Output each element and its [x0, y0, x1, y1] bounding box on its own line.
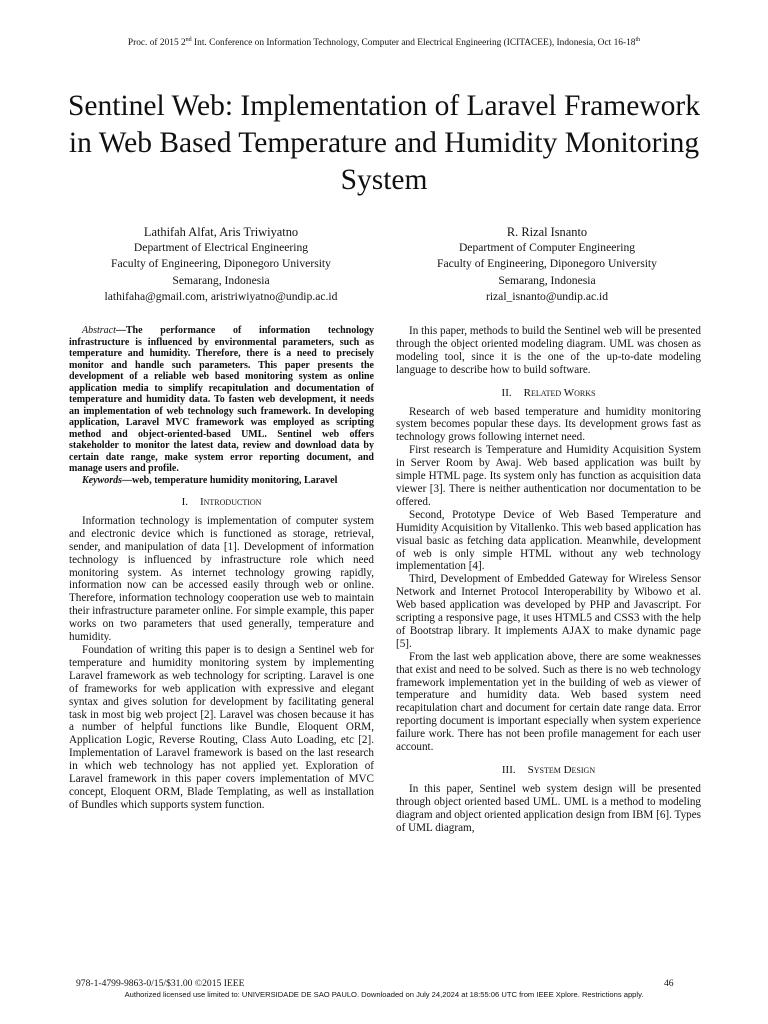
paragraph: Foundation of writing this paper is to design a Sentinel web for temperature and humidity monitoring system by implementing Laravel framework as web technology for scripting. Laravel is one of frameworks for web application with expressive and elegant syntax and gives solution for development by facilitating general task in most big web project [2]. Laravel was chosen because it has a number of helpful functions like Bundle, Eloquent ORM, Application Logic, Reverse Routing, Class Auto Loading, etc [2]. Implementation of Laravel framework is based on the last research in which web technology has not applied yet. Exploration of Laravel framework in this paper covers implementation of MVC concept, Eloquent ORM, Blade Templating, as well as installation of Bundles which supports system function. [69, 643, 374, 811]
author-email: rizal_isnanto@undip.ac.id [485, 289, 609, 303]
paper-title: Sentinel Web: Implementation of Laravel Framework in Web Based Temperature and Humidity Monitoring System [68, 90, 700, 196]
paragraph: Third, Development of Embedded Gateway for Wireless Sensor Network and Internet Protocol Interoperability by Wibowo et al. Web based application was developed by PHP and Javascript. For scripting a responsive page, it uses HTML5 and CSS3 with the help of Bootstrap library. It implements AJAX to make dynamic page [5]. [396, 573, 701, 650]
paragraph: First research is Temperature and Humidity Acquisition System in Server Room by Awaj. Web based application was built by simple HTML page. Its system only has function as acquisition data viewer [3]. There is neither authentication nor documentation to be offered. [396, 444, 701, 508]
license-notice: Authorized licensed use limited to: UNIVERSIDADE DE SAO PAULO. Downloaded on July 24,2024 at 18:55:06 UTC from IEEE Xplore. Restrictions apply. [124, 990, 644, 999]
left-column [69, 325, 374, 812]
paragraph: Second, Prototype Device of Web Based Temperature and Humidity Acquisition by Vitallenko. This web based application has visual basic as fetching data application. Meanwhile, development of web is only simple HTML without any web technology implementation [4]. [396, 508, 701, 573]
author-city: Semarang, Indonesia [172, 273, 270, 287]
author-block-1 [60, 224, 382, 305]
paragraph: Research of web based temperature and humidity monitoring system becomes popular these days. Its development grows fast as technology grows following internet need. [396, 405, 701, 444]
section-heading-system-design: III. System Design [501, 764, 596, 776]
paragraph: In this paper, Sentinel web system design will be presented through object oriented based UML. UML is a method to modeling diagram and object oriented application design from IBM [6]. Types of UML diagram, [396, 782, 701, 834]
paragraph: In this paper, methods to build the Sentinel web will be presented through the object oriented modeling diagram. UML was chosen as modeling tool, since it is the one of the up-to-date modeling language to describe how to build software. [396, 325, 701, 376]
author-names: R. Rizal Isnanto [506, 225, 588, 239]
conference-header: Proc. of 2015 2nd Int. Conference on Information Technology, Computer and Electrical Engineering (ICITACEE), Indonesia, Oct 16-18th [127, 37, 641, 49]
page-number: 46 [664, 978, 674, 989]
paragraph: From the last web application above, there are some weaknesses that exist and need to be solved. Such as there is no web technology framework implementation yet in the building of web as viewer of temperature and humidity data. Web based system need recapitulation chart and document for certain date range data. Error reporting document is important especially when system experience failure work. There has not been profile management for each user account. [396, 650, 701, 754]
author-block-2 [386, 224, 708, 305]
author-department: Department of Computer Engineering [458, 241, 636, 255]
author-section [60, 224, 708, 308]
section-heading-related-works: II. Related Works [501, 386, 596, 399]
author-faculty: Faculty of Engineering, Diponegoro University [111, 257, 331, 271]
author-department: Department of Electrical Engineering [133, 241, 309, 255]
keywords: Keywords—web, temperature humidity monitoring, Laravel [82, 474, 338, 486]
author-names: Lathifah Alfat, Aris Triwiyatno [143, 225, 299, 239]
footer-isbn: 978-1-4799-9863-0/15/$31.00 ©2015 IEEE [76, 978, 245, 989]
author-city: Semarang, Indonesia [498, 273, 596, 287]
author-email: lathifaha@gmail.com, aristriwiyatno@undip.ac.id [104, 289, 338, 303]
right-column [396, 325, 701, 835]
author-faculty: Faculty of Engineering, Diponegoro University [437, 257, 657, 271]
paragraph: Information technology is implementation of computer system and electronic device which is functioned as storage, retrieval, sender, and manipulation of data [1]. Development of information technology is influenced by infrastructure role which need monitoring system. As internet technology growing rapidly, information now can be accessed easily through web or online. Therefore, information technology cooperation use web to maintain their infrastructure parameter online. For simple example, this paper works on two parameters that used generally, temperature and humidity. [69, 514, 374, 644]
section-heading-introduction: I. Introduction [181, 496, 262, 508]
abstract: Abstract—The performance of information technology infrastructure is influenced by environmental parameters, such as temperature and humidity. Therefore, there is a need to precisely monitor and handle such parameters. This paper presents the development of a reliable web based monitoring system as online application media to simplify recapitulation and documentation of temperature and humidity data. To fasten web development, it needs an implementation of web technology such framework. In developing application, Laravel MVC framework was employed as scripting method and object-oriented-based UML. Sentinel web offers stakeholder to monitor the latest data, review and download data by certain date range, make system error reporting document, and manage users and profile. [69, 325, 374, 474]
